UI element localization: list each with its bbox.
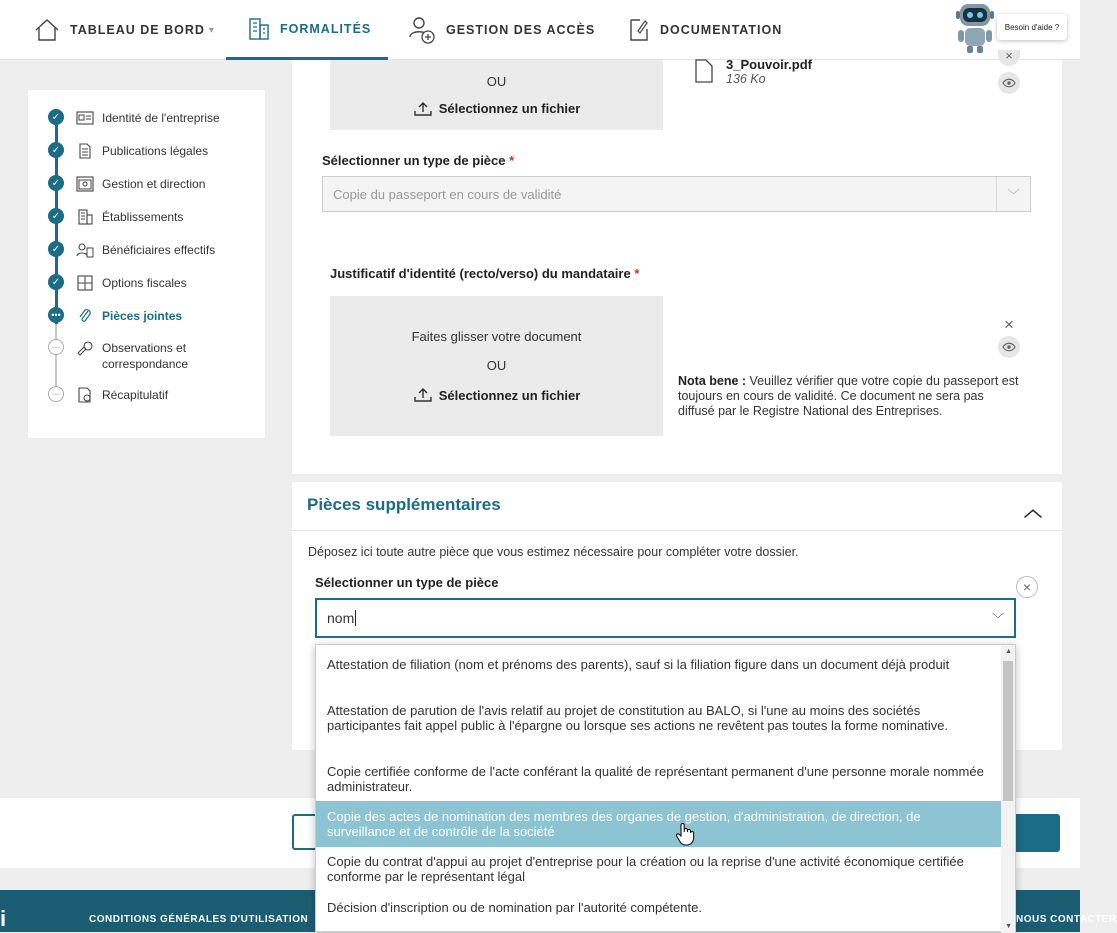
supp-description: Déposez ici toute autre pièce que vous estimez nécessaire pour compléter votre dossier. [308,545,799,559]
step-sidebar [28,90,265,438]
step-etablissements[interactable] [48,209,183,225]
dropdown-option[interactable]: Décision d'inscription ou de nomination par l'autorité compétente. [327,900,702,915]
piece-type-dropdown [315,644,1016,932]
check-icon: ✓ [48,175,64,191]
id-card-icon [76,110,94,126]
supp-title: Pièces supplémentaires [307,495,501,514]
people-card-icon [76,176,94,192]
justificatif-label-text: Justificatif d'identité (recto/verso) du mandataire [330,266,631,281]
required-marker: * [509,153,515,168]
close-icon: × [1004,315,1014,334]
step-label: Pièces jointes [102,309,183,323]
nota-title: Nota bene : [678,374,747,388]
dropdown-option[interactable]: Attestation de parution de l'avis relatif au projet de constitution au BALO, si l'une au moins des sociétés participantes fait appel public à l'épargne ou lorsque ses actions ne revêtent pas toutes la forme nominative. [327,703,949,733]
check-icon: ✓ [48,142,64,158]
step-label: Publications légales [102,144,209,158]
select-file-label: Sélectionnez un fichier [438,387,581,403]
next-button[interactable] [1016,814,1060,852]
text-cursor [355,610,356,626]
preview-file-button[interactable] [998,336,1020,358]
nav-tableau-de-bord[interactable] [34,0,215,60]
previous-button[interactable] [292,814,316,850]
type-select-label-text: Sélectionner un type de pièce [322,153,506,168]
justificatif-label [330,266,639,281]
summary-icon [76,387,94,403]
chevron-up-icon[interactable]: ︿ [1024,500,1042,520]
scrollbar-thumb[interactable] [1003,661,1013,801]
scroll-down-icon[interactable]: ▼ [1005,923,1012,930]
or-text: OU [486,73,507,89]
nav-documentation-label: DOCUMENTATION [660,23,783,37]
footer-logo: i [0,906,7,931]
dropdown-option[interactable]: Copie certifiée conforme de l'acte conférant la qualité de représentant permanent d'une personne morale nommée administrateur. [327,764,984,794]
step-label: Gestion et direction [102,177,206,191]
dropdown-option-highlighted[interactable]: Copie des actes de nomination des membres des organes de gestion, d'administration, de direction, de surveillance et de contrôle de la société [316,801,1002,847]
check-icon: ✓ [48,274,64,290]
step-options-fiscales[interactable] [48,275,187,291]
eye-icon [1002,342,1016,352]
upload-dropzone-identite[interactable] [330,296,663,436]
help-button[interactable]: Besoin d'aide ? [997,14,1067,40]
file-name: 3_Pouvoir.pdf [726,57,812,72]
footer-contact-link[interactable]: NOUS CONTACTER [1016,914,1117,925]
dropdown-option[interactable]: Attestation de filiation (nom et prénoms des parents), sauf si la filiation figure dans un document déjà produit [327,657,950,672]
step-label: Récapitulatif [102,388,169,402]
step-label: Identité de l'entreprise [102,111,220,125]
nav-formalites-label: FORMALITÉS [280,21,372,36]
or-text: OU [486,358,507,373]
upload-icon [413,101,433,117]
pending-icon: ··· [48,339,64,355]
in-progress-icon: ••• [48,307,64,323]
supp-select-label: Sélectionner un type de pièce [315,575,499,590]
beneficiary-icon [76,242,94,258]
tax-icon [76,275,94,291]
scroll-up-icon[interactable]: ▲ [1005,648,1012,655]
close-icon: × [1022,579,1032,595]
hand-cursor-icon [675,822,695,846]
step-beneficiaires[interactable] [48,242,215,258]
remove-file-button[interactable] [998,314,1020,336]
nav-tableau-label: TABLEAU DE BORD [70,23,205,37]
upload-dropzone-pouvoir[interactable] [330,60,663,130]
preview-file-button[interactable] [998,72,1020,94]
type-select-label [322,153,514,168]
remove-piece-button[interactable] [1016,576,1038,598]
file-size: 136 Ko [726,72,766,86]
document-icon [76,143,94,159]
nav-gestion-des-acces[interactable] [408,0,595,60]
assistant-robot-icon[interactable] [952,2,998,54]
home-icon [34,18,60,42]
building-icon [76,209,94,225]
divider [292,530,1062,531]
chevron-down-icon: ﹀ [996,177,1030,211]
nota-text: Veuillez vérifier que votre copie du passeport est toujours en cours de validité. Ce document ne sera pas diffusé par le Registre National des Entreprises. [678,374,1019,418]
dropdown-scrollbar[interactable] [1001,645,1015,933]
step-pieces-jointes[interactable] [48,308,182,324]
check-icon: ✓ [48,208,64,224]
type-select-value: Copie du passeport en cours de validité [333,186,562,202]
step-label: Options fiscales [102,276,187,290]
step-gestion[interactable] [48,176,205,192]
step-observations[interactable] [48,340,212,372]
search-value: nom [327,610,355,626]
step-identite[interactable] [48,110,220,126]
drag-text: Faites glisser votre document [411,329,582,344]
uploaded-file [694,58,812,86]
pending-icon: ··· [48,386,64,402]
type-select-disabled [322,176,1031,212]
document-edit-icon [628,17,650,43]
chevron-down-icon: ▾ [208,24,215,36]
supp-type-search-input[interactable] [315,598,1016,638]
nota-bene [678,374,1023,419]
top-navigation [0,0,1080,60]
observations-icon [76,340,94,356]
nav-gestion-label: GESTION DES ACCÈS [446,23,596,37]
step-label: Observations et correspondance [102,341,189,371]
close-icon: × [1005,47,1013,63]
select-file-label: Sélectionnez un fichier [438,101,581,116]
dropdown-option[interactable]: Copie du contrat d'appui au projet d'entreprise pour la création ou la reprise d'une activité économique certifiée conforme par le représentant légal [327,854,964,884]
select-file-button[interactable] [413,387,581,403]
nav-formalites[interactable] [226,0,388,60]
buildings-icon [248,17,270,41]
chevron-down-icon: ﹀ [991,612,1004,626]
file-icon [694,58,714,84]
check-icon: ✓ [48,241,64,257]
step-label: Bénéficiaires effectifs [102,243,216,257]
upload-icon [413,387,433,403]
step-recapitulatif[interactable] [48,387,168,403]
step-label: Établissements [102,210,184,224]
footer-cgu-link[interactable]: CONDITIONS GÉNÉRALES D'UTILISATION [89,914,309,925]
required-marker: * [634,266,640,281]
user-add-icon [408,15,436,45]
paperclip-icon [76,308,94,324]
check-icon: ✓ [48,109,64,125]
eye-icon [1002,78,1016,88]
step-publications[interactable] [48,143,208,159]
select-file-button[interactable] [413,101,581,117]
nav-documentation[interactable] [628,0,782,60]
